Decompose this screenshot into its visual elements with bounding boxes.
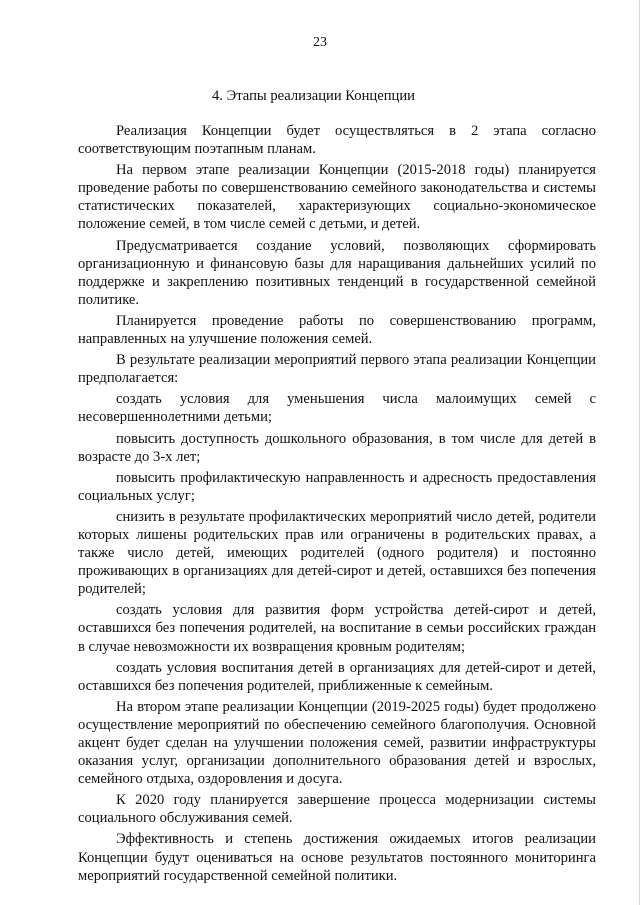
document-body xyxy=(78,122,596,888)
list-item: создать условия для развития форм устройства детей-сирот и детей, оставшихся без попечения родителей, на воспитание в семьи российских граждан в случае невозможности их возвращения кровным родителям; xyxy=(78,602,596,655)
paragraph: На втором этапе реализации Концепции (2019-2025 годы) будет продолжено осуществление мероприятий по обеспечению семейного благополучия. Основной акцент будет сделан на улучшении положения семей, развитии инфраструктуры оказания услуг, организации дополнительного образования детей и взрослых, семейного отдыха, оздоровления и досуга. xyxy=(78,698,596,788)
page-number: 23 xyxy=(313,35,327,50)
list-item: создать условия воспитания детей в организациях для детей-сирот и детей, оставшихся без попечения родителей, приближенные к семейным. xyxy=(78,659,596,694)
paragraph: В результате реализации мероприятий первого этапа реализации Концепции предполагается: xyxy=(78,352,596,387)
paragraph: Эффективность и степень достижения ожидаемых итогов реализации Концепции будут оцениваться на основе результатов постоянного мониторинга мероприятий государственной семейной политики. xyxy=(78,831,596,884)
paragraph: Реализация Концепции будет осуществляться в 2 этапа согласно соответствующим поэтапным планам. xyxy=(78,123,596,158)
section-title: 4. Этапы реализации Концепции xyxy=(212,88,415,104)
list-item: повысить профилактическую направленность и адресность предоставления социальных услуг; xyxy=(78,469,596,504)
paragraph: К 2020 году планируется завершение процесса модернизации системы социального обслуживания семей. xyxy=(78,792,596,827)
paragraph: Планируется проведение работы по совершенствованию программ, направленных на улучшение положения семей. xyxy=(78,312,596,348)
paragraph: Предусматривается создание условий, позволяющих сформировать организационную и финансовую базы для наращивания дальнейших усилий по поддержке и закреплению позитивных тенденций в государственной семейной политике. xyxy=(78,237,596,308)
paragraph: На первом этапе реализации Концепции (2015-2018 годы) планируется проведение работы по совершенствованию семейного законодательства и системы статистических показателей, характеризующих социально-экономическое положение семей, в том числе семей с детьми, и детей. xyxy=(78,162,596,233)
list-item: повысить доступность дошкольного образования, в том числе для детей в возрасте до 3-х лет; xyxy=(78,430,596,465)
list-item: создать условия для уменьшения числа малоимущих семей с несовершеннолетними детьми; xyxy=(78,391,596,426)
list-item: снизить в результате профилактических мероприятий число детей, родители которых лишены родительских прав или ограничены в родительских правах, а также число детей, имеющих родителей (одного родителя) и постоянно проживающих в организациях для детей-сирот и детей, оставшихся без попечения родителей; xyxy=(78,508,596,598)
